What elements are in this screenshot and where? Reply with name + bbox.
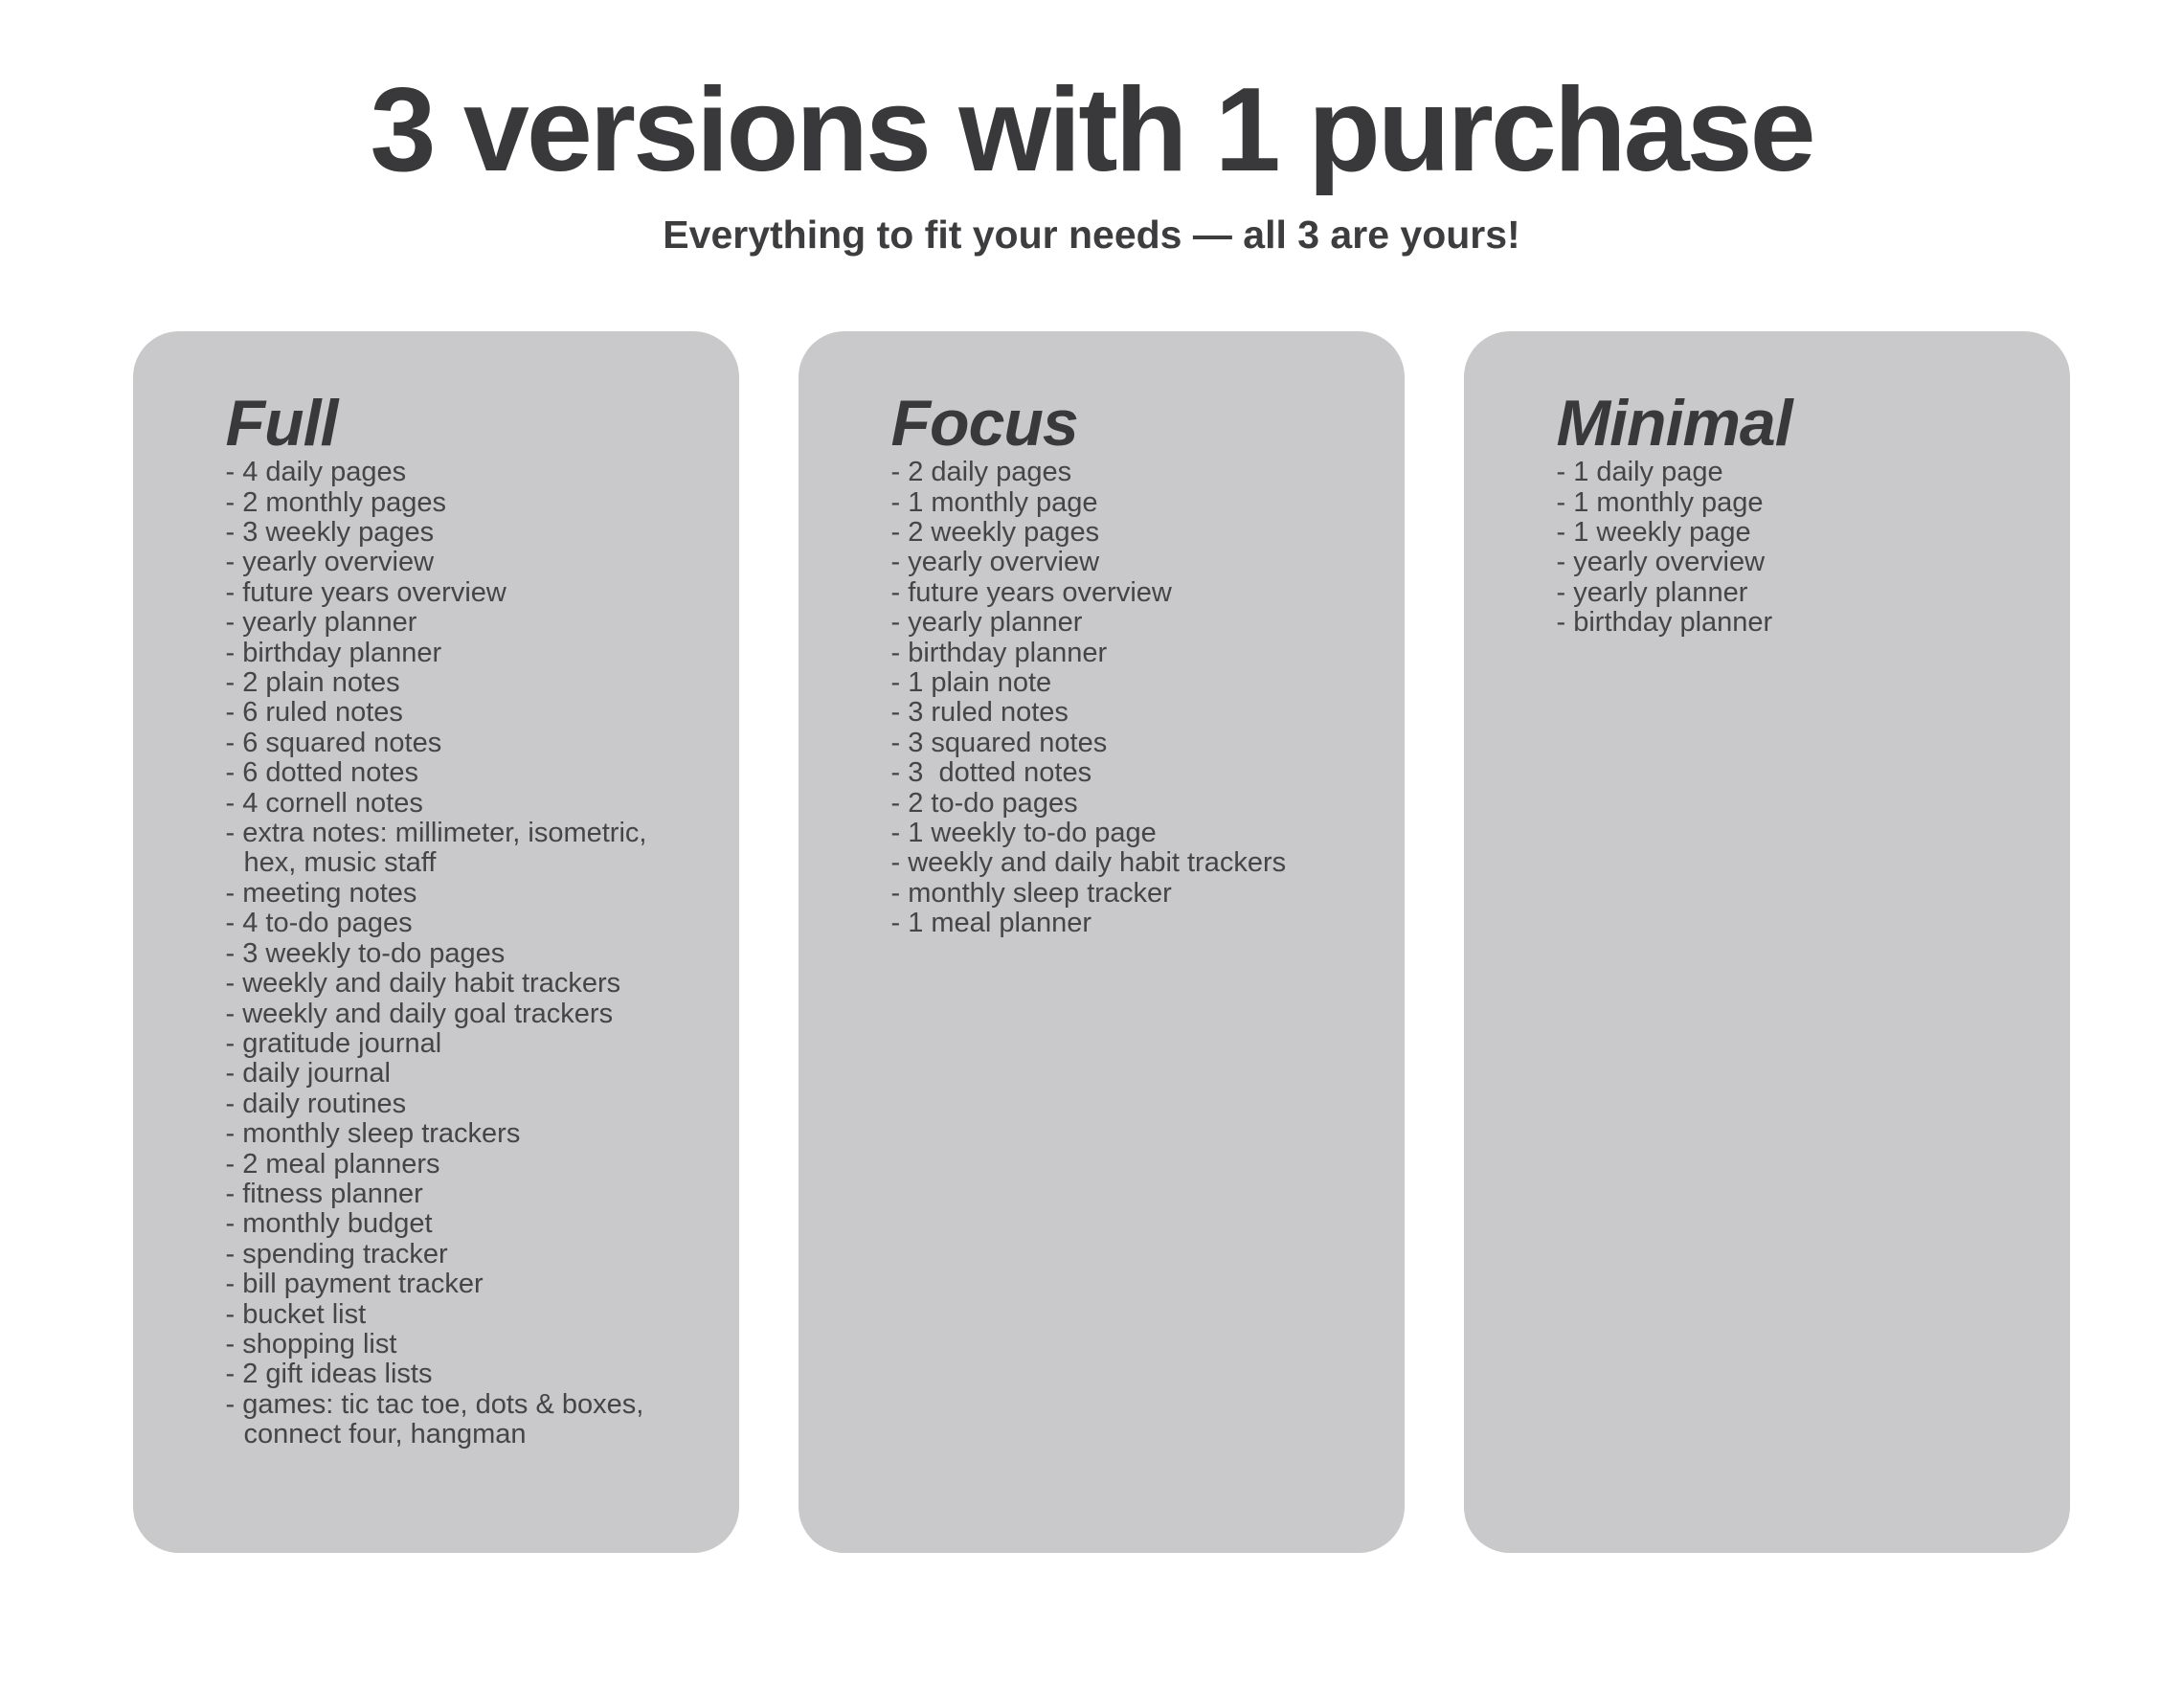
feature-item: - 6 squared notes [225,727,442,758]
feature-item: - meeting notes [225,877,417,909]
feature-item: - daily journal [225,1058,391,1090]
feature-item: - 2 gift ideas lists [225,1359,433,1390]
feature-item: - 1 monthly page [1556,486,1764,518]
feature-item: - 2 daily pages [890,457,1072,488]
feature-list-minimal [1557,458,2016,638]
feature-item: - weekly and daily habit trackers [890,847,1287,879]
feature-item: - 3 squared notes [890,727,1108,758]
feature-item: - 3 weekly pages [225,517,435,548]
feature-item: - bucket list [225,1298,367,1330]
page-title: 3 versions with 1 purchase [370,64,1813,196]
page-subtitle: Everything to fit your needs — all 3 are yours! [663,213,1520,257]
feature-item: - extra notes: millimeter, isometric, hex, music staff [225,818,655,879]
feature-item: - future years overview [890,576,1172,608]
card-title-focus: Focus [890,387,1078,461]
version-card-minimal [1464,331,2070,1553]
feature-item: - bill payment tracker [225,1269,484,1300]
feature-item: - 6 ruled notes [225,697,403,729]
feature-item: - 1 daily page [1556,457,1723,488]
feature-item: - yearly overview [225,547,435,578]
feature-item: - 4 to-do pages [225,908,413,939]
feature-item: - future years overview [225,576,506,608]
feature-item: - 1 meal planner [890,908,1092,939]
feature-item: - 2 meal planners [225,1148,440,1180]
feature-item: - 2 to-do pages [890,787,1078,819]
feature-item: - birthday planner [225,637,442,668]
page [0,64,2183,1553]
feature-item: - 3 dotted notes [890,757,1092,789]
card-title-minimal: Minimal [1556,387,1792,461]
feature-item: - 2 weekly pages [890,517,1100,548]
feature-list-full [226,458,686,1450]
feature-item: - yearly planner [225,607,417,639]
feature-item: - monthly budget [225,1208,433,1240]
feature-item: - yearly planner [1556,576,1748,608]
feature-item: - shopping list [225,1328,397,1360]
version-card-full [133,331,739,1553]
feature-item: - spending tracker [225,1238,448,1270]
feature-item: - 1 weekly to-do page [890,818,1157,849]
feature-item: - 3 weekly to-do pages [225,937,506,969]
feature-item: - yearly overview [1556,547,1766,578]
feature-item: - monthly sleep tracker [890,877,1172,909]
feature-item: - monthly sleep trackers [225,1118,521,1150]
feature-item: - yearly planner [890,607,1083,639]
feature-item: - 3 ruled notes [890,697,1069,729]
feature-item: - daily routines [225,1088,407,1119]
feature-item: - 1 monthly page [890,486,1098,518]
feature-item: - weekly and daily goal trackers [225,998,614,1029]
feature-item: - games: tic tac toe, dots & boxes, connect four, hangman [225,1388,652,1450]
card-title-full: Full [225,387,338,461]
feature-list-focus [891,458,1351,939]
feature-item: - 4 daily pages [225,457,407,488]
version-card-focus [799,331,1405,1553]
feature-item: - 2 plain notes [225,667,400,699]
feature-item: - weekly and daily habit trackers [225,968,621,1000]
feature-item: - 1 plain note [890,667,1052,699]
feature-item: - birthday planner [890,637,1108,668]
feature-item: - 4 cornell notes [225,787,423,819]
feature-item: - 6 dotted notes [225,757,419,789]
feature-item: - yearly overview [890,547,1100,578]
version-cards [0,331,2183,1553]
feature-item: - birthday planner [1556,607,1773,639]
feature-item: - 1 weekly page [1556,517,1751,548]
feature-item: - fitness planner [225,1178,423,1209]
feature-item: - gratitude journal [225,1027,442,1059]
feature-item: - 2 monthly pages [225,486,447,518]
